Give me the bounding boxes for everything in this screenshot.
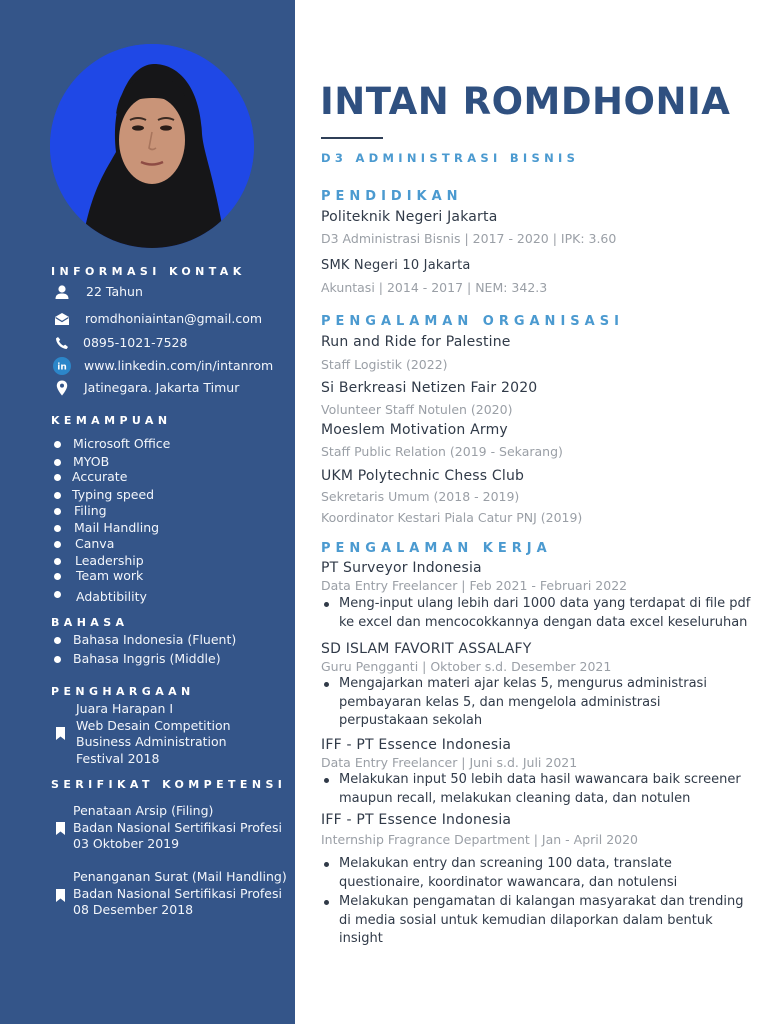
organization-role: Volunteer Staff Notulen (2020) [321,402,513,417]
mail-icon [53,311,71,327]
work-company: IFF - PT Essence Indonesia [321,812,512,828]
organization-role: Koordinator Kestari Piala Catur PNJ (2019) [321,510,583,525]
work-role: Guru Pengganti | Oktober s.d. Desember 2021 [321,659,612,674]
skills-section-title: KEMAMPUAN [51,414,172,427]
organization-section-title: PENGALAMAN ORGANISASI [321,314,624,329]
education-school: Politeknik Negeri Jakarta [321,209,498,225]
education-school: SMK Negeri 10 Jakarta [321,258,471,273]
work-company: SD ISLAM FAVORIT ASSALAFY [321,641,532,657]
work-role: Internship Fragrance Department | Jan - April 2020 [321,832,639,847]
profile-title: D3 ADMINISTRASI BISNIS [321,151,580,165]
organization-role: Sekretaris Umum (2018 - 2019) [321,489,520,504]
contact-section-title: INFORMASI KONTAK [51,265,246,278]
organization-role: Staff Logistik (2022) [321,357,448,372]
svg-text:in: in [57,362,67,373]
bookmark-icon [56,822,65,835]
profile-photo [50,44,254,248]
organization-name: Run and Ride for Palestine [321,334,511,350]
location-pin-icon [53,380,71,396]
work-section-title: PENGALAMAN KERJA [321,541,552,556]
education-detail: Akuntasi | 2014 - 2017 | NEM: 342.3 [321,280,548,295]
linkedin-icon [53,358,71,374]
education-detail: D3 Administrasi Bisnis | 2017 - 2020 | IPK: 3.60 [321,231,617,246]
work-role: Data Entry Freelancer | Feb 2021 - Februari 2022 [321,578,628,593]
awards-section-title: PENGHARGAAN [51,685,195,698]
organization-name: Moeslem Motivation Army [321,422,508,438]
organization-name: Si Berkreasi Netizen Fair 2020 [321,380,538,396]
organization-name: UKM Polytechnic Chess Club [321,468,525,484]
sidebar: INFORMASI KONTAK 22 Tahun romdhoniaintan@gmail.com 0895-1021-7528 in www.linkedin.com/in/intanrom Jatinegara. Jakarta Timur KEMAMPUAN Microsoft Office MYOB Accurate Typing speed Filing Mail Handling Canva Leadership Team work Adabtibility BAHASA Bahasa Indonesia (Fluent) Bahasa Inggris (Middle) PENGHARGAAN Juara Harapan I Web Desain Competition Business Administration Festival 2018 SERIFIKAT KOMPETENSI Penataan Arsip (Filing) Badan Nasional Sertifikasi Profesi 03 Oktober 2019 Penanganan Surat (Mail Handling) Badan Nasional Sertifikasi Profesi 08 Desember 2018 [0,0,295,1024]
organization-role: Staff Public Relation (2019 - Sekarang) [321,444,563,459]
bookmark-icon [56,727,65,740]
work-company: PT Surveyor Indonesia [321,560,482,576]
person-icon [53,284,71,300]
work-company: IFF - PT Essence Indonesia [321,737,512,753]
work-role: Data Entry Freelancer | Juni s.d. Juli 2021 [321,755,578,770]
bookmark-icon [56,889,65,902]
name-divider [321,137,383,139]
profile-name: INTAN ROMDHONIA [320,80,731,123]
phone-icon [53,335,71,351]
languages-section-title: BAHASA [51,616,129,629]
certificates-section-title: SERIFIKAT KOMPETENSI [51,778,287,791]
education-section-title: PENDIDIKAN [321,189,463,204]
